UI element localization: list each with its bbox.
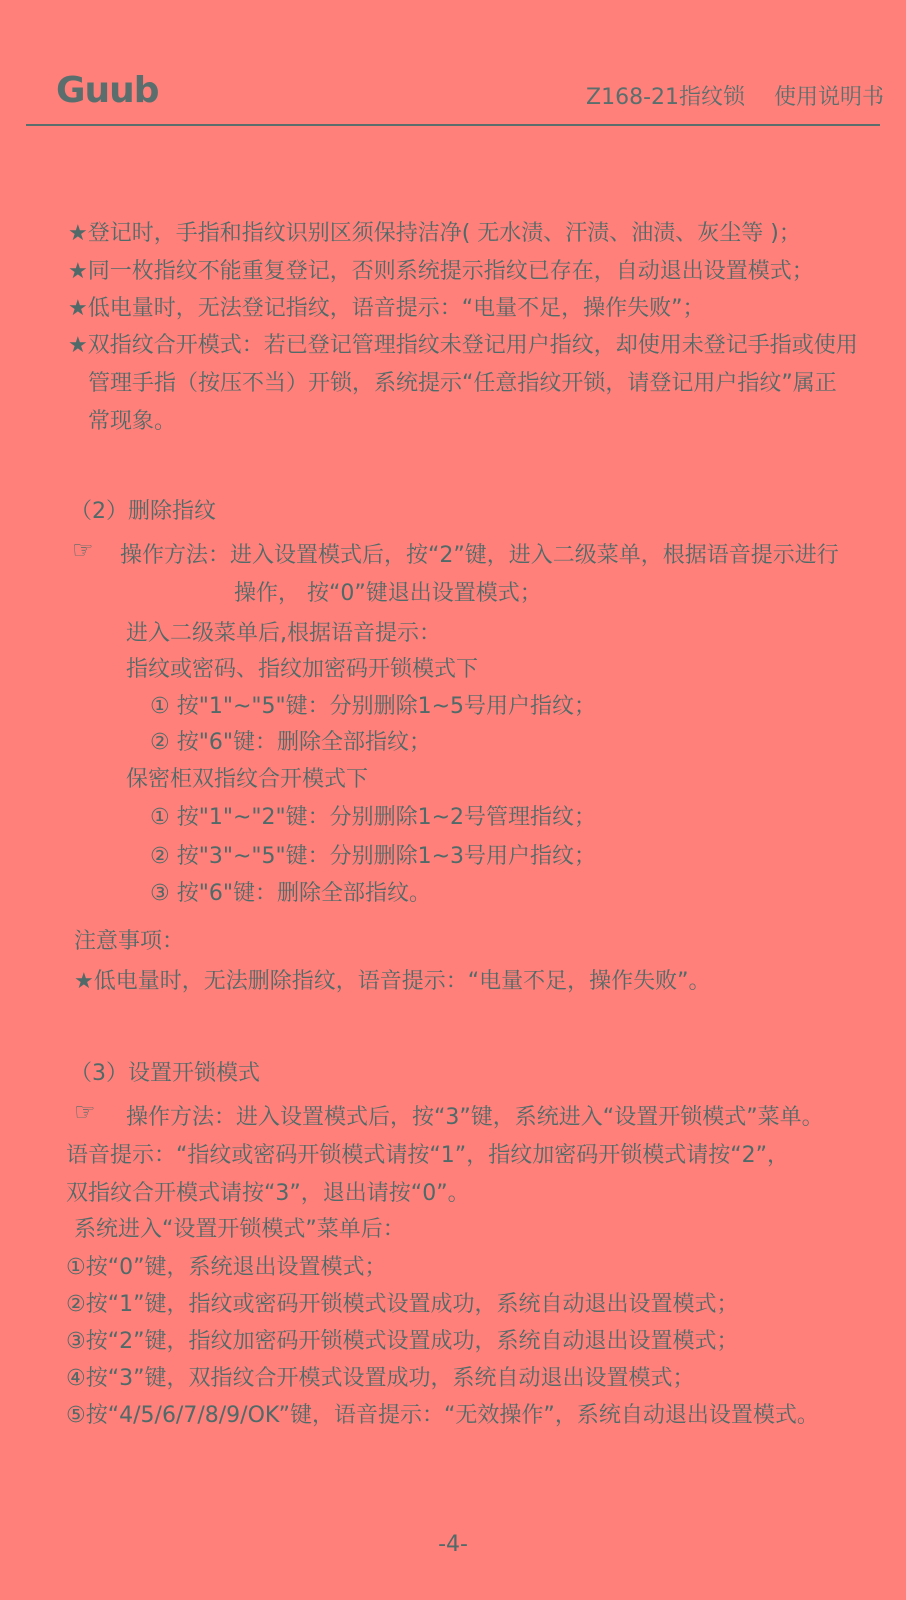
voice-prompt-line: 语音提示：“指纹或密码开锁模式请按“1”，指纹加密码开锁模式请按“2”， xyxy=(66,1143,789,1168)
operation-line: 操作方法：进入设置模式后，按“3”键，系统进入“设置开锁模式”菜单。 xyxy=(126,1105,824,1130)
document-title: Z168-21指纹锁 使用说明书 xyxy=(586,85,884,110)
list-item: ① 按"1"~"2"键：分别删除1~2号管理指纹； xyxy=(150,805,597,830)
list-item: ① 按"1"~"5"键：分别删除1~5号用户指纹； xyxy=(150,694,597,719)
list-item: ③ 按"6"键：删除全部指纹。 xyxy=(150,881,431,906)
pointing-hand-icon: ☞ xyxy=(72,536,94,564)
header-divider xyxy=(26,124,880,126)
list-item: ①按“0”键，系统退出设置模式； xyxy=(66,1255,387,1280)
note-line: 管理手指（按压不当）开锁，系统提示“任意指纹开锁，请登记用户指纹”属正 xyxy=(88,371,837,396)
logo: Guub xyxy=(56,70,159,111)
page-number: -4- xyxy=(438,1532,468,1557)
notes-heading: 注意事项： xyxy=(74,929,185,954)
list-item: ⑤按“4/5/6/7/8/9/OK”键，语音提示：“无效操作”，系统自动退出设置模式。 xyxy=(66,1403,819,1428)
list-item: ② 按"6"键：删除全部指纹； xyxy=(150,730,431,755)
operation-line: 操作方法：进入设置模式后，按“2”键，进入二级菜单，根据语音提示进行 xyxy=(120,543,839,568)
pointing-hand-icon: ☞ xyxy=(74,1098,96,1126)
note-line: ★双指纹合开模式：若已登记管理指纹未登记用户指纹，却使用未登记手指或使用 xyxy=(68,333,858,358)
note-line: 常现象。 xyxy=(88,409,177,434)
list-item: ②按“1”键，指纹或密码开锁模式设置成功，系统自动退出设置模式； xyxy=(66,1292,739,1317)
note-line: ★同一枚指纹不能重复登记，否则系统提示指纹已存在，自动退出设置模式； xyxy=(68,259,814,284)
voice-prompt-line: 双指纹合开模式请按“3”，退出请按“0”。 xyxy=(66,1181,470,1206)
menu-instruction: 进入二级菜单后,根据语音提示： xyxy=(126,621,441,646)
section-heading: （3）设置开锁模式 xyxy=(70,1061,260,1086)
note-line: ★登记时，手指和指纹识别区须保持洁净( 无水渍、汗渍、油渍、灰尘等 )； xyxy=(68,221,801,246)
list-item: ④按“3”键，双指纹合开模式设置成功，系统自动退出设置模式； xyxy=(66,1366,695,1391)
note-line: ★低电量时，无法登记指纹，语音提示：“电量不足，操作失败”； xyxy=(68,296,705,321)
mode-heading: 指纹或密码、指纹加密码开锁模式下 xyxy=(126,657,479,682)
section-heading: （2）删除指纹 xyxy=(70,499,216,524)
menu-instruction: 系统进入“设置开锁模式”菜单后： xyxy=(74,1217,405,1242)
note-line: ★低电量时，无法删除指纹，语音提示：“电量不足，操作失败”。 xyxy=(74,969,711,994)
list-item: ② 按"3"~"5"键：分别删除1~3号用户指纹； xyxy=(150,844,597,869)
mode-heading: 保密柜双指纹合开模式下 xyxy=(126,767,369,792)
operation-line: 操作， 按“0”键退出设置模式； xyxy=(234,581,542,606)
list-item: ③按“2”键，指纹加密码开锁模式设置成功，系统自动退出设置模式； xyxy=(66,1329,739,1354)
